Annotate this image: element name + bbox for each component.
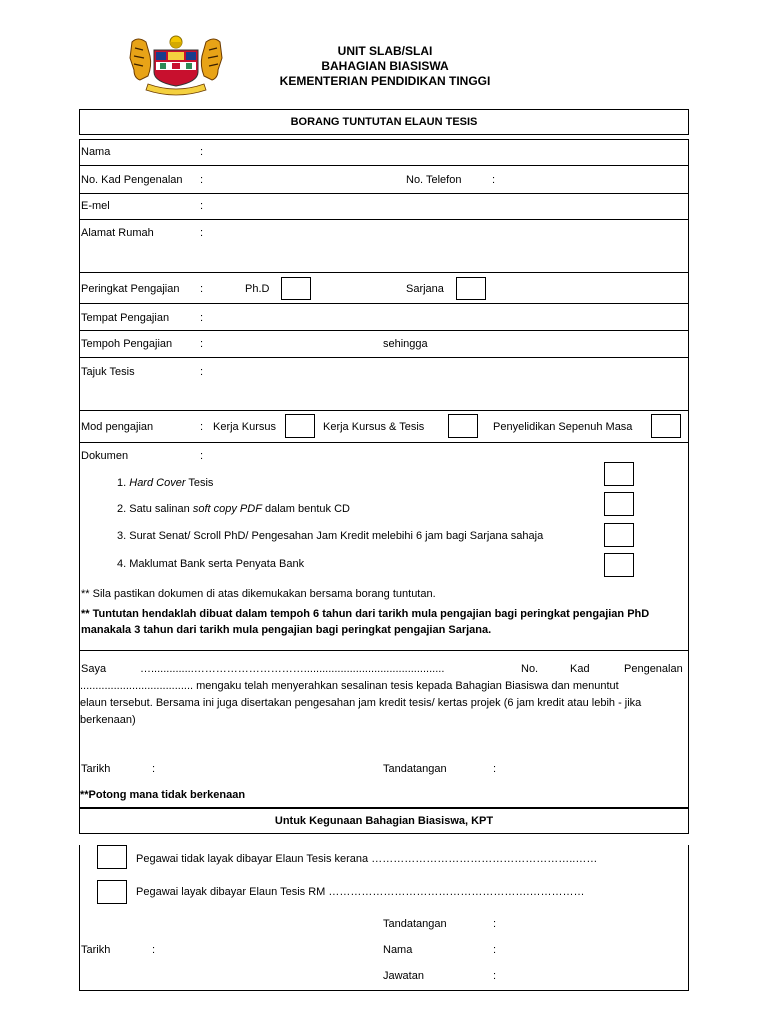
label-tempoh: Tempoh Pengajian [81,338,173,350]
colon: : [200,338,204,350]
label-peringkat: Peringkat Pengajian [81,283,180,295]
label-kerja-kursus-tesis: Kerja Kursus & Tesis [323,421,425,433]
note-deadline-line2: manakala 3 tahun dari tarikh mula pengajian bagi peringkat pengajian Sarjana. [81,624,492,636]
colon: : [493,944,497,956]
doc2-checkbox[interactable] [604,492,634,516]
label-sarjana: Sarjana [406,283,444,295]
office-jawatan: Jawatan [383,970,424,982]
label-mod: Mod pengajian [81,421,154,433]
colon: : [200,283,204,295]
office-tidak-layak: Pegawai tidak layak dibayar Elaun Tesis kerana ………………………………………………..…… [136,853,598,865]
doc3-checkbox[interactable] [604,523,634,547]
document-item-2 [117,503,350,515]
row-separator [79,410,689,411]
label-emel: E-mel [81,200,110,212]
document-item-1 [117,477,213,489]
label-nama: Nama [81,146,111,158]
office-left-border [79,845,80,990]
header-unit: UNIT SLAB/SLAI [337,44,433,58]
office-layak: Pegawai layak dibayar Elaun Tesis RM ……………………………………………….…………… [136,886,585,898]
decl-tarikh: Tarikh [81,763,111,775]
office-nama: Nama [383,944,413,956]
decl-name-dots: …..............………………………….............................................. [140,663,445,675]
decl-line4: berkenaan) [80,714,136,726]
colon: : [492,174,496,186]
label-sehingga: sehingga [383,338,428,350]
row-separator [79,193,689,194]
doc2-pre: 2. Satu salinan [117,503,190,515]
colon: : [200,450,204,462]
doc4-checkbox[interactable] [604,553,634,577]
office-bottom-border [79,990,689,991]
doc2-italic: soft copy PDF [192,503,262,515]
header-division: BAHAGIAN BIASISWA [321,59,449,73]
row-separator [79,272,689,273]
decl-no: No. [521,663,539,675]
kerja-kursus-checkbox[interactable] [285,414,315,438]
row-separator [79,650,689,651]
office-tandatangan: Tandatangan [383,918,447,930]
colon: : [152,763,156,775]
phd-checkbox[interactable] [281,277,311,300]
colon: : [152,944,156,956]
doc1-italic: Hard Cover [129,477,186,489]
colon: : [200,174,204,186]
document-item-4: 4. Maklumat Bank serta Penyata Bank [117,558,305,570]
colon: : [200,421,204,433]
colon: : [200,200,204,212]
label-penyelidikan: Penyelidikan Sepenuh Masa [493,421,633,433]
label-tempat: Tempat Pengajian [81,312,170,324]
label-phd: Ph.D [245,283,270,295]
row-separator [79,442,689,443]
decl-tandatangan: Tandatangan [383,763,447,775]
decl-line2: ..................................... mengaku telah menyerahkan sesalinan tesis kepada Bahagian Biasiswa dan menuntut [80,680,619,692]
colon: : [493,763,497,775]
row-separator [79,357,689,358]
colon: : [493,970,497,982]
doc1-number: 1. [117,477,127,489]
office-tarikh: Tarikh [81,944,111,956]
decl-pengenalan: Pengenalan [624,663,683,675]
doc1-checkbox[interactable] [604,462,634,486]
document-item-3: 3. Surat Senat/ Scroll PhD/ Pengesahan Jam Kredit melebihi 6 jam bagi Sarjana sahaja [117,530,544,542]
office-right-border [688,845,689,990]
decl-line3: elaun tersebut. Bersama ini juga disertakan pengesahan jam kredit tesis/ kertas projek (6 jam kredit atau lebih - jika [80,697,642,709]
penyelidikan-checkbox[interactable] [651,414,681,438]
colon: : [200,146,204,158]
note-deadline-line1: ** Tuntutan hendaklah dibuat dalam tempoh 6 tahun dari tarikh mula pengajian bagi peringkat pengajian PhD [81,608,650,620]
colon: : [200,312,204,324]
label-telefon: No. Telefon [406,174,462,186]
tidak-layak-checkbox[interactable] [97,845,127,869]
label-dokumen: Dokumen [81,450,129,462]
label-kerja-kursus: Kerja Kursus [213,421,276,433]
office-title: Untuk Kegunaan Bahagian Biasiswa, KPT [274,815,494,827]
decl-saya: Saya [81,663,107,675]
decl-potong-note: **Potong mana tidak berkenaan [80,789,246,801]
doc1-rest: Tesis [188,477,214,489]
label-alamat: Alamat Rumah [81,227,154,239]
note-documents: ** Sila pastikan dokumen di atas dikemukakan bersama borang tuntutan. [81,588,436,600]
row-separator [79,219,689,220]
decl-kad: Kad [570,663,590,675]
colon: : [200,366,204,378]
coat-of-arms-logo [126,34,226,96]
colon: : [493,918,497,930]
row-separator [79,303,689,304]
layak-checkbox[interactable] [97,880,127,904]
row-separator [79,165,689,166]
form-title: BORANG TUNTUTAN ELAUN TESIS [290,116,478,128]
doc2-rest: dalam bentuk CD [264,503,350,515]
kerja-kursus-tesis-checkbox[interactable] [448,414,478,438]
label-kad-pengenalan: No. Kad Pengenalan [81,174,183,186]
label-tajuk: Tajuk Tesis [81,366,135,378]
header-ministry: KEMENTERIAN PENDIDIKAN TINGGI [279,74,491,88]
colon: : [200,227,204,239]
sarjana-checkbox[interactable] [456,277,486,300]
row-separator [79,330,689,331]
